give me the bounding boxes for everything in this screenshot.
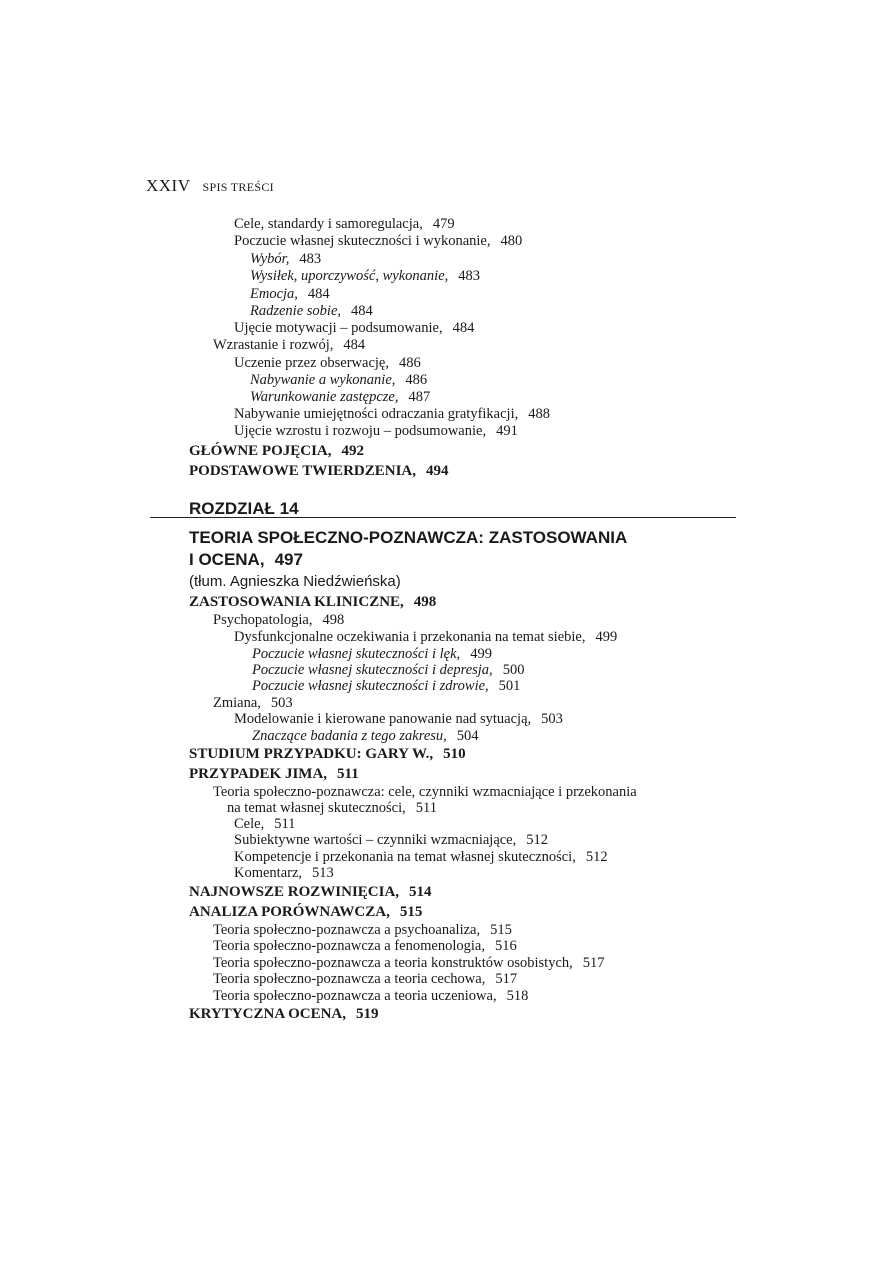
page-folio: XXIV <box>146 176 191 195</box>
toc-section-heading: ANALIZA PORÓWNAWCZA, 515 <box>189 904 423 920</box>
toc-section-heading: KRYTYCZNA OCENA, 519 <box>189 1006 379 1022</box>
toc-section-heading: PRZYPADEK JIMA, 511 <box>189 766 359 782</box>
toc-entry: Uczenie przez obserwację, 486 <box>234 355 421 371</box>
chapter-rule <box>150 517 736 518</box>
toc-entry: Teoria społeczno-poznawcza: cele, czynniki wzmacniające i przekonania <box>213 784 637 800</box>
toc-entry: Ujęcie wzrostu i rozwoju – podsumowanie, 491 <box>234 423 518 439</box>
toc-entry: Nabywanie umiejętności odraczania gratyfikacji, 488 <box>234 406 550 422</box>
chapter-translator: (tłum. Agnieszka Niedźwieńska) <box>189 573 401 590</box>
toc-entry: Cele, standardy i samoregulacja, 479 <box>234 216 455 232</box>
toc-entry: Teoria społeczno-poznawcza a teoria konstruktów osobistych, 517 <box>213 955 605 971</box>
toc-entry: Znaczące badania z tego zakresu, 504 <box>252 728 479 744</box>
toc-entry: Warunkowanie zastępcze, 487 <box>250 389 431 405</box>
toc-entry: Psychopatologia, 498 <box>213 612 345 628</box>
toc-entry: Poczucie własnej skuteczności i depresja, 500 <box>252 662 525 678</box>
toc-entry: Cele, 511 <box>234 816 296 832</box>
toc-section-heading: STUDIUM PRZYPADKU: GARY W., 510 <box>189 746 466 762</box>
page-header <box>146 176 274 196</box>
toc-section-heading: GŁÓWNE POJĘCIA, 492 <box>189 443 365 459</box>
toc-entry: Wysiłek, uporczywość, wykonanie, 483 <box>250 268 481 284</box>
chapter-title-line1: TEORIA SPOŁECZNO-POZNAWCZA: ZASTOSOWANIA <box>189 528 628 547</box>
toc-entry: Radzenie sobie, 484 <box>250 303 373 319</box>
toc-entry: Poczucie własnej skuteczności i wykonanie, 480 <box>234 233 523 249</box>
toc-entry: Ujęcie motywacji – podsumowanie, 484 <box>234 320 475 336</box>
toc-section-heading: NAJNOWSZE ROZWINIĘCIA, 514 <box>189 884 432 900</box>
running-title: SPIS TREŚCI <box>202 180 274 194</box>
toc-entry: Emocja, 484 <box>250 286 330 302</box>
toc-entry: Teoria społeczno-poznawcza a teoria cechowa, 517 <box>213 971 518 987</box>
toc-section-heading: PODSTAWOWE TWIERDZENIA, 494 <box>189 463 449 479</box>
toc-section-heading: ZASTOSOWANIA KLINICZNE, 498 <box>189 594 437 610</box>
toc-entry: Teoria społeczno-poznawcza a fenomenologia, 516 <box>213 938 517 954</box>
toc-entry: Teoria społeczno-poznawcza a teoria uczeniowa, 518 <box>213 988 529 1004</box>
toc-entry: Subiektywne wartości – czynniki wzmacniające, 512 <box>234 832 548 848</box>
toc-entry: Modelowanie i kierowane panowanie nad sytuacją, 503 <box>234 711 563 727</box>
chapter-label: ROZDZIAŁ 14 <box>189 499 299 518</box>
toc-entry: Kompetencje i przekonania na temat własnej skuteczności, 512 <box>234 849 608 865</box>
toc-entry: Zmiana, 503 <box>213 695 293 711</box>
toc-entry: Poczucie własnej skuteczności i lęk, 499 <box>252 646 492 662</box>
toc-entry: Wzrastanie i rozwój, 484 <box>213 337 366 353</box>
toc-entry: Dysfunkcjonalne oczekiwania i przekonania na temat siebie, 499 <box>234 629 618 645</box>
toc-entry: Komentarz, 513 <box>234 865 334 881</box>
chapter-title-line2: I OCENA, 497 <box>189 550 303 569</box>
toc-entry: Poczucie własnej skuteczności i zdrowie, 501 <box>252 678 521 694</box>
toc-entry: Teoria społeczno-poznawcza a psychoanaliza, 515 <box>213 922 512 938</box>
toc-entry: Nabywanie a wykonanie, 486 <box>250 372 428 388</box>
toc-entry: Wybór, 483 <box>250 251 322 267</box>
toc-entry: na temat własnej skuteczności, 511 <box>227 800 437 816</box>
